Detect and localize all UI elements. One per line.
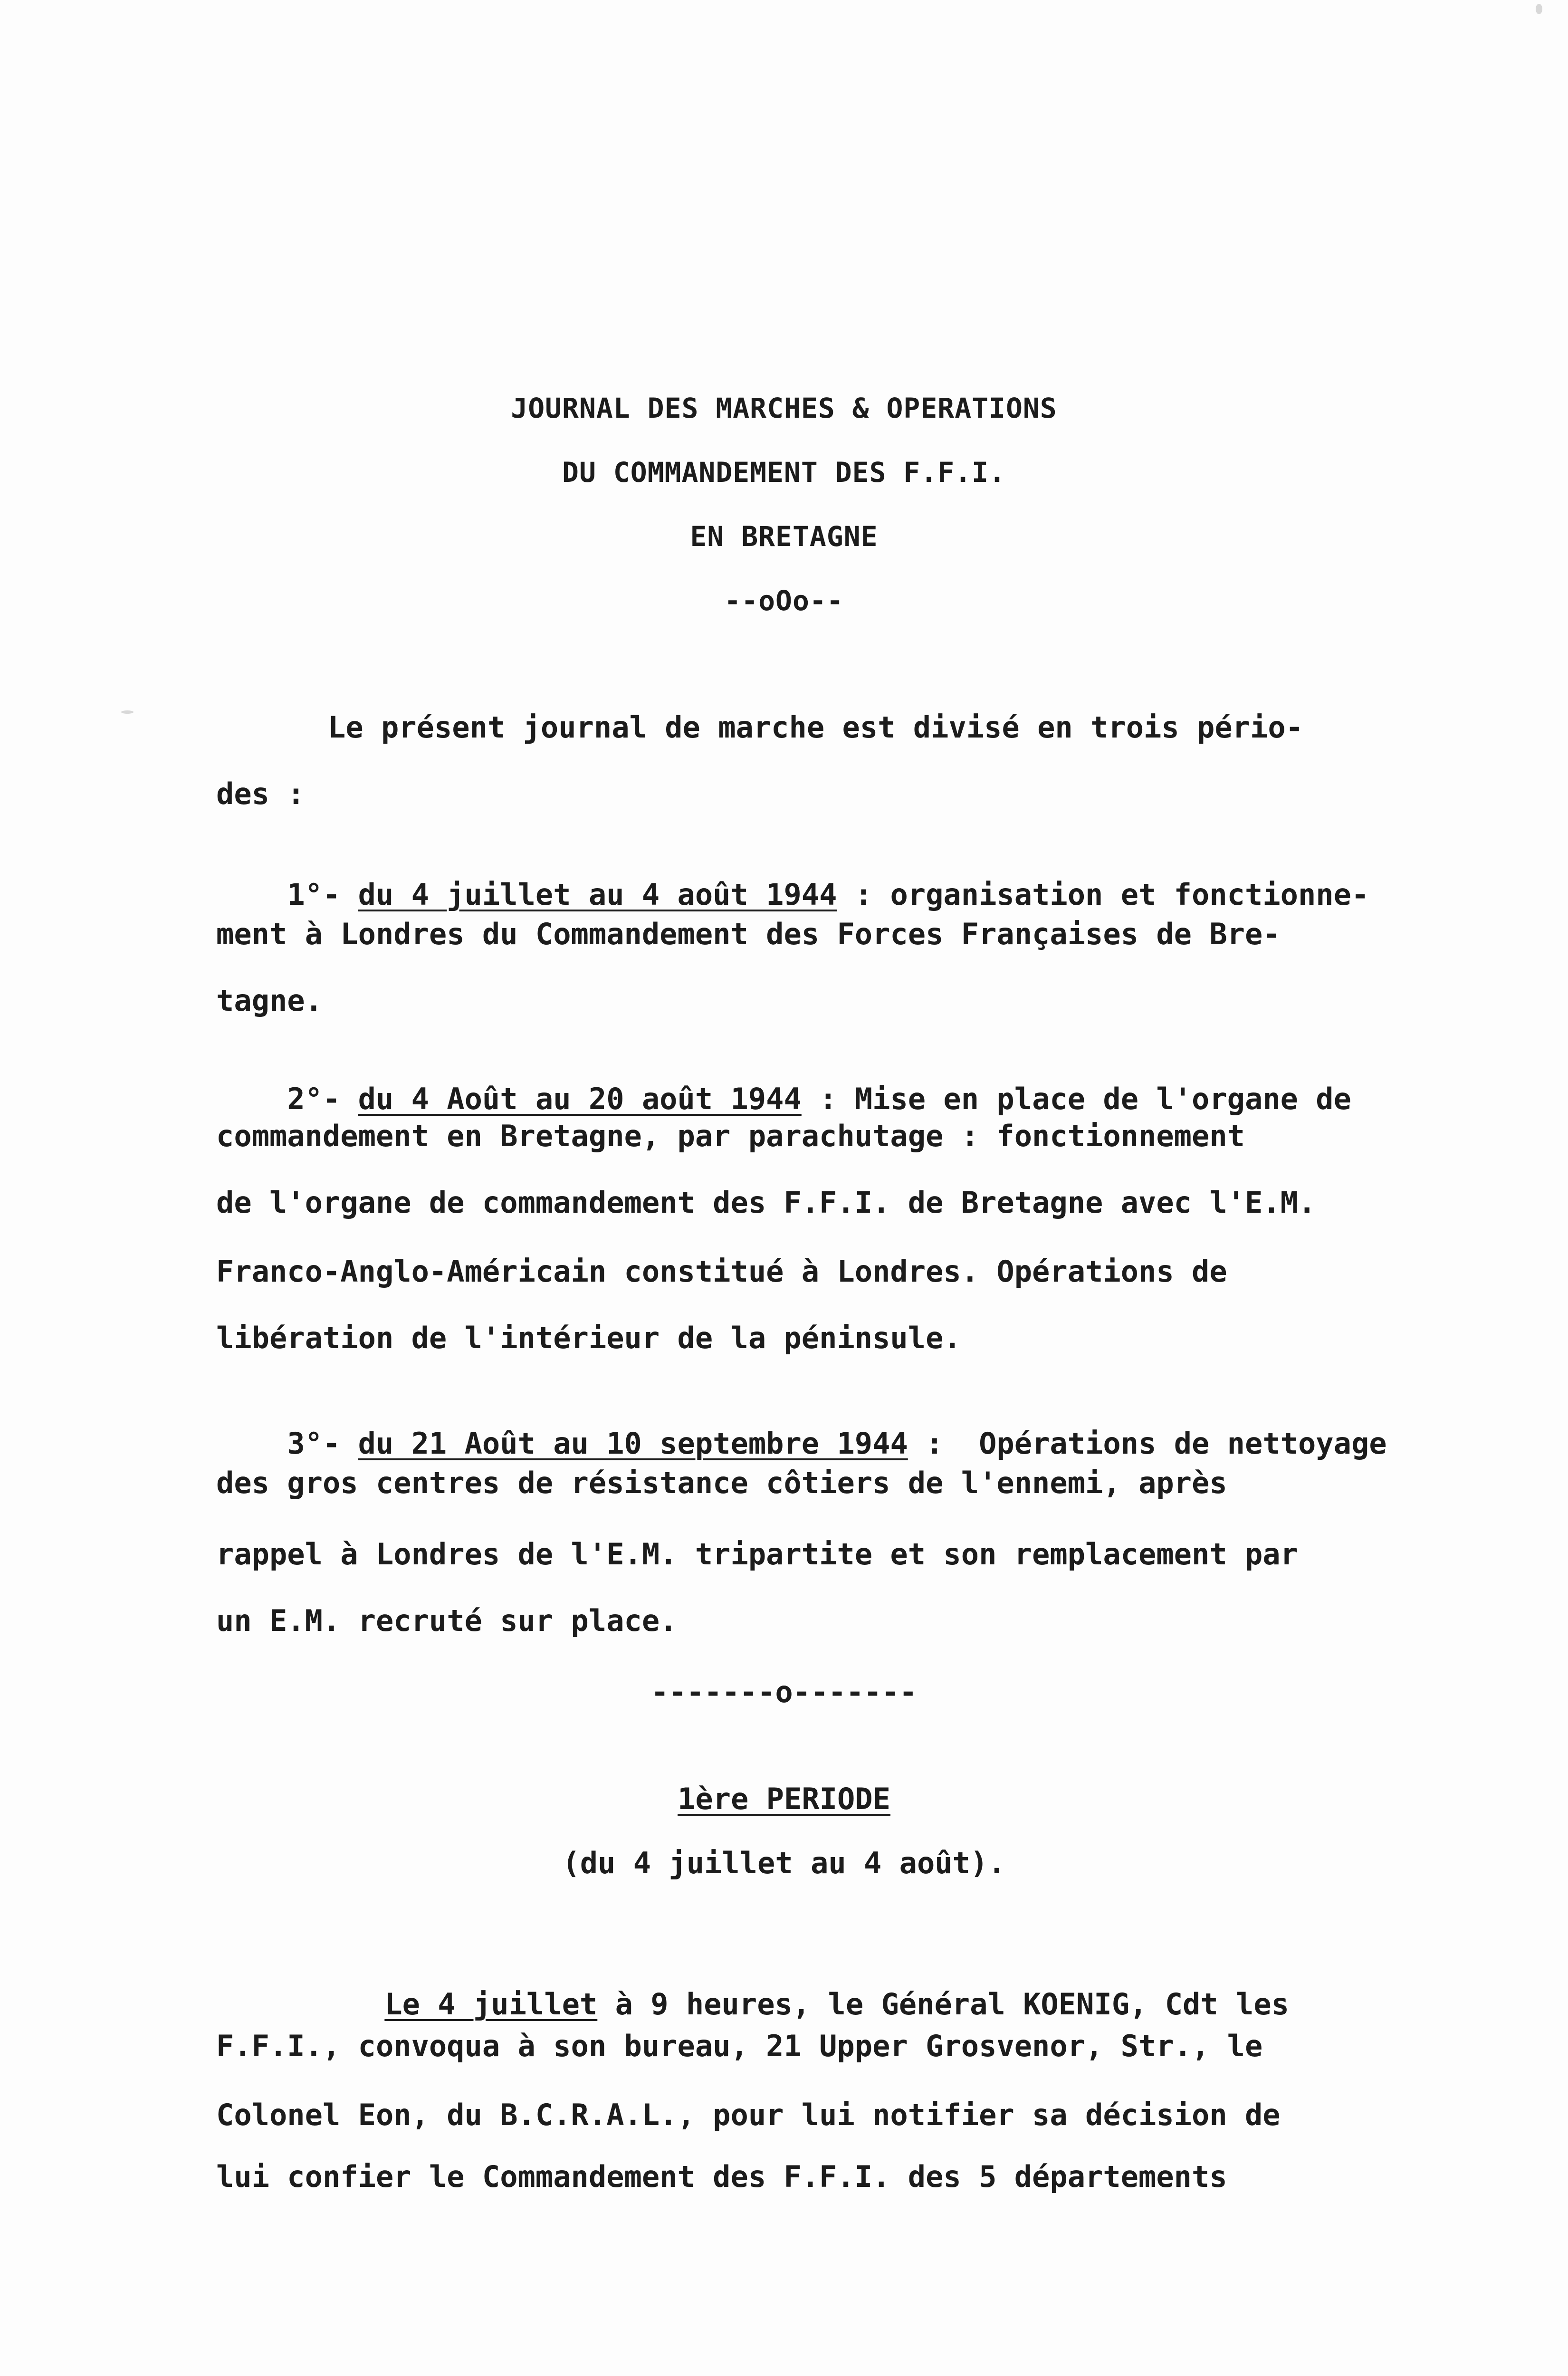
period-2-line-5: libération de l'intérieur de la péninsule.: [216, 1321, 961, 1355]
document-title-line-3: EN BRETAGNE: [690, 520, 878, 553]
paper-mark: [121, 710, 134, 714]
document-title-line-2: DU COMMANDEMENT DES F.F.I.: [562, 456, 1006, 489]
period-2-text: : Mise en place de l'organe de: [801, 1082, 1351, 1116]
paper-mark: [1536, 4, 1542, 14]
period-1-text: : organisation et fonctionne-: [837, 877, 1369, 912]
intro-line-2: des :: [216, 776, 305, 811]
period-3-number: 3°-: [287, 1426, 358, 1461]
period-1-line-2: ment à Londres du Commandement des Forces Françaises de Bre-: [216, 917, 1281, 951]
section-heading: [0, 1784, 1568, 1814]
period-2-line-2: commandement en Bretagne, par parachutage : fonctionnement: [216, 1119, 1245, 1153]
period-3-text: : Opérations de nettoyage: [908, 1426, 1387, 1461]
period-1-dates: du 4 juillet au 4 août 1944: [358, 877, 837, 912]
period-1-line-3: tagne.: [216, 983, 323, 1018]
intro-line-1: Le présent journal de marche est divisé en trois pério-: [328, 710, 1303, 745]
period-2-line-3: de l'organe de commandement des F.F.I. de Bretagne avec l'E.M.: [216, 1185, 1316, 1220]
period-3-line-4: un E.M. recruté sur place.: [216, 1603, 678, 1638]
period-2-line-4: Franco-Anglo-Américain constitué à Londres. Opérations de: [216, 1254, 1227, 1289]
section-heading-text: 1ère PERIODE: [678, 1782, 890, 1816]
section-separator: -------o-------: [651, 1675, 917, 1709]
body-line-3: Colonel Eon, du B.C.R.A.L., pour lui notifier sa décision de: [216, 2098, 1281, 2132]
period-3-dates: du 21 Août au 10 septembre 1944: [358, 1426, 908, 1461]
title-separator: --oOo--: [724, 584, 844, 617]
body-line-1-text: à 9 heures, le Général KOENIG, Cdt les: [597, 1987, 1290, 2022]
document-title-line-1: JOURNAL DES MARCHES & OPERATIONS: [511, 392, 1057, 424]
period-3-line-2: des gros centres de résistance côtiers de l'ennemi, après: [216, 1466, 1227, 1500]
section-subheading: (du 4 juillet au 4 août).: [562, 1846, 1006, 1880]
period-1-number: 1°-: [287, 877, 358, 912]
period-2-number: 2°-: [287, 1082, 358, 1116]
body-line-4: lui confier le Commandement des F.F.I. des 5 départements: [216, 2159, 1227, 2194]
body-date: Le 4 juillet: [384, 1987, 598, 2022]
period-3-line-3: rappel à Londres de l'E.M. tripartite et son remplacement par: [216, 1537, 1298, 1571]
body-line-2: F.F.I., convoqua à son bureau, 21 Upper Grosvenor, Str., le: [216, 2029, 1263, 2063]
period-2-dates: du 4 Août au 20 août 1944: [358, 1082, 802, 1116]
